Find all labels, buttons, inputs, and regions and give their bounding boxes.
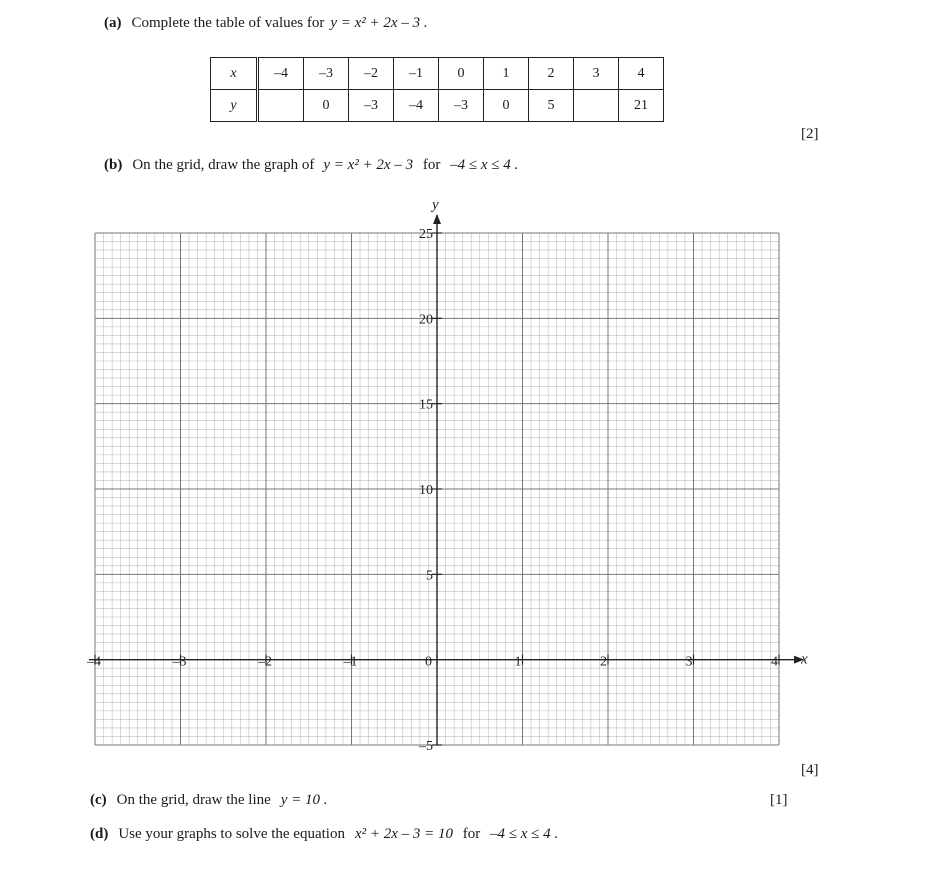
table-cell-x: 1 xyxy=(484,58,529,90)
table-cell-y: 0 xyxy=(304,90,349,122)
marks-a: [2] xyxy=(801,126,819,142)
table-cell-y: 5 xyxy=(529,90,574,122)
table-cell-x: –3 xyxy=(304,58,349,90)
x-tick-label: –3 xyxy=(172,654,187,670)
question-c-text: On the grid, draw the line xyxy=(116,792,271,808)
table-cell-y: 0 xyxy=(484,90,529,122)
x-tick-label: –4 xyxy=(87,654,101,670)
question-a-label: (a) xyxy=(104,15,122,31)
table-cell-x: 3 xyxy=(574,58,619,90)
table-header-y: y xyxy=(211,90,258,122)
table-cell-x: 4 xyxy=(619,58,664,90)
question-d-range: –4 ≤ x ≤ 4 . xyxy=(490,826,559,842)
y-tick-label: 5 xyxy=(426,568,433,584)
question-a-equation: y = x² + 2x – 3 . xyxy=(330,15,428,31)
y-tick-label: 15 xyxy=(419,397,433,413)
x-tick-label: –2 xyxy=(258,654,272,670)
question-b-equation: y = x² + 2x – 3 xyxy=(323,157,414,173)
question-c-label: (c) xyxy=(90,792,107,808)
question-c-equation: y = 10 . xyxy=(280,792,328,808)
x-tick-label: 0 xyxy=(425,654,432,670)
table-cell-x: –1 xyxy=(394,58,439,90)
marks-b: [4] xyxy=(801,762,819,778)
question-b-label: (b) xyxy=(104,157,123,173)
y-tick-label: –5 xyxy=(419,739,433,754)
table-cell-x: –4 xyxy=(258,58,304,90)
table-cell-y: –3 xyxy=(349,90,394,122)
question-d-text: Use your graphs to solve the equation xyxy=(118,826,345,842)
question-b-for: for xyxy=(422,157,441,173)
question-d-label: (d) xyxy=(90,826,109,842)
question-d-equation: x² + 2x – 3 = 10 xyxy=(354,826,454,842)
y-axis-label: y xyxy=(432,197,439,213)
x-axis-label: x xyxy=(801,651,808,668)
table-cell-y: –4 xyxy=(394,90,439,122)
x-tick-label: 3 xyxy=(685,654,693,670)
question-a-text: Complete the table of values for xyxy=(131,15,325,31)
question-b-range: –4 ≤ x ≤ 4 . xyxy=(450,157,519,173)
table-header-x: x xyxy=(211,58,258,90)
table-cell-x: –2 xyxy=(349,58,394,90)
table-cell-y: –3 xyxy=(439,90,484,122)
question-d xyxy=(90,826,558,843)
x-tick-label: –1 xyxy=(343,654,358,670)
x-tick-label: 4 xyxy=(771,654,778,670)
question-b-text: On the grid, draw the graph of xyxy=(132,157,315,173)
table-cell-x: 2 xyxy=(529,58,574,90)
y-tick-label: 20 xyxy=(419,312,433,328)
question-d-for: for xyxy=(462,826,481,842)
y-tick-label: 25 xyxy=(419,227,433,242)
table-cell-y: 21 xyxy=(619,90,664,122)
table-cell-x: 0 xyxy=(439,58,484,90)
x-tick-label: 2 xyxy=(600,654,607,670)
x-tick-label: 1 xyxy=(514,654,522,670)
y-tick-label: 10 xyxy=(419,483,433,498)
marks-c: [1] xyxy=(770,792,788,808)
question-c xyxy=(90,792,328,809)
